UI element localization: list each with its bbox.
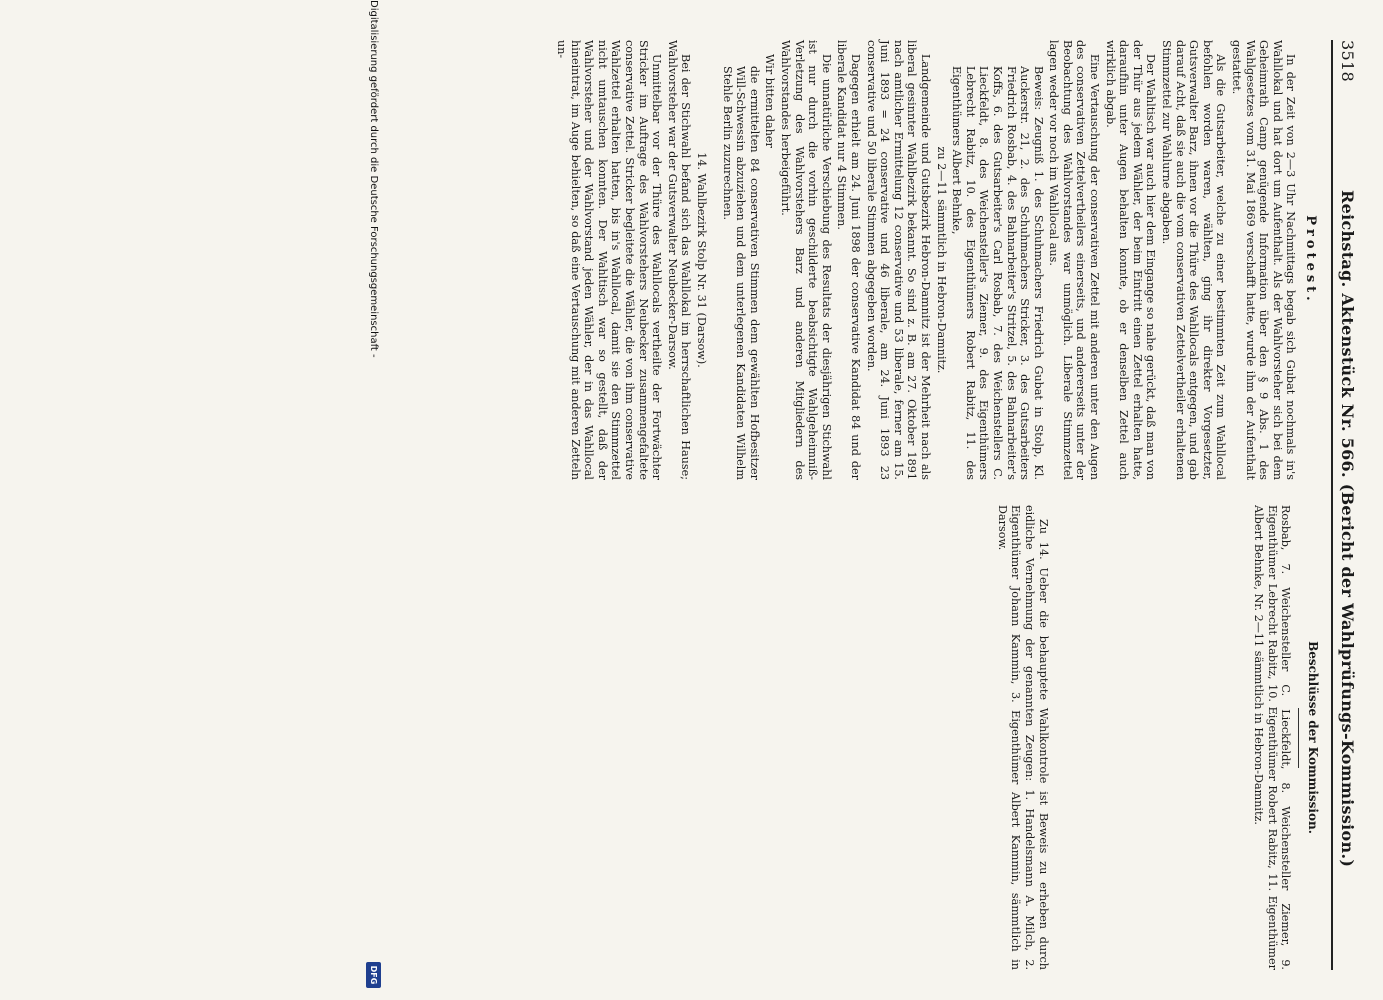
paragraph: Unmittelbar vor der Thüre des Wahllocals vertheilte der Fortwächter Stricker im Auftrage des Wahlvorstehers Neubecker zusammengefaltete conservative Zettel. Stricker begleitete die Wähler, die von ihm conservative Wahlzettel erhalten hatten, bis in's Wahllocal, damit sie den Stimmzettel nicht umtauschen konnten. Der Wahltisch war so gestellt, daß der Wahlvorsteher und der Wahlvorstand jeden Wähler, der in das Wahllocal hineintrat, im Auge behielten, so daß eine Vertauschung mit anderen Zetteln un- xyxy=(555,40,664,480)
spacer xyxy=(1050,505,1250,970)
page-number: 3518 xyxy=(1338,40,1357,82)
footer xyxy=(361,0,383,1000)
right-column xyxy=(993,505,1319,970)
paragraph-evidence: Beweis: Zeugniß 1. des Schuhmachers Friedrich Gubat in Stolp, Kl. Auckerstr. 21, 2. des Schuhmachers Stricker, 3. des Gutsarbeiters Friedrich Rosbab, 4. des Bahnarbeiter's Stritzel, 5. des Bahnarbeiter's Koffs, 6. des Gutsarbeiter's Carl Rosbab, 7. des Weichenstellers C. Lieckfeldt, 8. des Weichensteller's Ziemer, 9. des Eigenthümers Lebrecht Rabitz, 10. des Eigenthümers Robert Rabitz, 11. des Eigenthümers Albert Behnke, xyxy=(950,66,1045,480)
page-title: Reichstag. Aktenstück Nr. 566. (Bericht der Wahlprüfungs-Kommission.) xyxy=(1338,190,1357,868)
paragraph: Zu 14. Ueber die behauptete Wahlkontrole ist Beweis zu erheben durch eidliche Vernehmung der genannten Zeugen: 1. Handelsmann A. Milch, 2. Eigenthümer Johann Kammin, 3. Eigenthümer Albert Kammin, sämmtlich in Darsow. xyxy=(995,505,1050,970)
paragraph-evidence-location: zu 2—11 sämmtlich in Hebron-Damnitz. xyxy=(934,146,948,374)
paragraph: Bei der Stichwahl befand sich das Wahllokal im herrschaftlichen Hause; Wahlvorsteher war der Gutsverwalter Neubecker-Darsow. xyxy=(665,40,693,480)
footer-credit: Digitalisierung gefördert durch die Deutsche Forschungsgemeinschaft - xyxy=(368,0,379,358)
paragraph: Eine Vertauschung der conservativen Zettel mit anderen unter den Augen des conservativen Zettelvertheilers einerseits, und andererseits unter der Beobachtung des Wahlvorstandes war unmöglich. Liberale Stimmzettel lagen weder vor noch im Wahllocal aus. xyxy=(1047,40,1102,480)
spacer xyxy=(708,40,718,480)
paragraph-request: Wir bitten daher xyxy=(763,54,777,148)
paragraph: Als die Gutsarbeiter, welche zu einer bestimmten Zeit zum Wahllocal befohlen worden waren, wählten, ging ihr direkter Vorgesetzter, Gutsverwalter Barz, ihnen vor die Thüre des Wahllocals entgegen, und gab darauf Acht, daß sie auch die vom conservativen Zettelvertheiler erhaltenen Stimmzettel zur Wahlurne abgaben. xyxy=(1160,40,1228,480)
paragraph: Der Wahltisch war auch hier dem Eingange so nahe gerückt, daß man von der Thür aus jedem Wähler, der beim Eintritt einen Zettel erhalten hatte, daraufhin unter Augen behalten konnte, ob er denselben Zettel auch wirklich abgab. xyxy=(1103,40,1158,480)
subsection-heading: 14. Wahlbezirk Stolp Nr. 31 (Darsow). xyxy=(695,152,709,368)
section-title-protest: Protest. xyxy=(1303,215,1318,305)
paragraph: Rosbab, 7. Weichensteller C. Lieckfeldt, 8. Weichensteller Ziemer, 9. Eigenthümer Lebrecht Rabitz, 10. Eigenthümer Robert Rabitz, 11. Eigenthümer Albert Behnke, Nr. 2—11 sämmtlich in Hebron-Damnitz. xyxy=(1252,505,1293,970)
paragraph: In der Zeit von 2—3 Uhr Nachmittags begab sich Gubat nochmals in's Wahllokal und hat dort um Aufenthalt. Als der Wahlvorsteher sich bei dem Geheimrath Camp genügende Information über den § 9 Abs. 1 des Wahlgesetzes vom 31. Mai 1869 verschafft hatte, wurde ihm der Aufenthalt gestattet. xyxy=(1230,40,1298,480)
section-divider xyxy=(1298,708,1299,768)
paragraph: Dagegen erhielt am 24. Juni 1898 der conservative Kandidat 84 und der liberale Kandidat nur 4 Stimmen. xyxy=(835,40,862,480)
section-title-commission: Beschlüsse der Kommission. xyxy=(1306,641,1320,834)
paragraph-request-body: die ermittelten 84 conservativen Stimmen dem gewählten Hofbesitzer Will-Schwessin abzuziehen und dem unterlegenen Kandidaten Wilhelm Stehle Berlin zuzurechnen. xyxy=(720,66,761,480)
page-header xyxy=(1323,40,1363,970)
header-rule xyxy=(1331,40,1333,970)
left-column xyxy=(553,40,1319,480)
paragraph: Die unnatürliche Verschiebung des Resultats der diesjährigen Stichwahl ist nur durch die vorhin geschilderte beabsichtigte Wahlgeheimniß-Verletzung des Wahlvorstehers Barz und anderen Mitgliedern des Wahlvorstandes herbeigeführt. xyxy=(779,40,833,480)
dfg-logo: DFG xyxy=(366,962,381,988)
paragraph: Landgemeinde und Gutsbezirk Hebron-Damnitz ist der Mehrheit nach als liberal gesinnter Wahlbezirk bekannt. So sind z. B. am 27. Oktober 1891 nach amtlicher Ermittelung 12 conservative und 53 liberale, ferner am 15. Juni 1893 = 24 conservative und 46 liberale, am 24. Juni 1893 23 conservative und 50 liberale Stimmen abgegeben worden. xyxy=(864,40,932,480)
